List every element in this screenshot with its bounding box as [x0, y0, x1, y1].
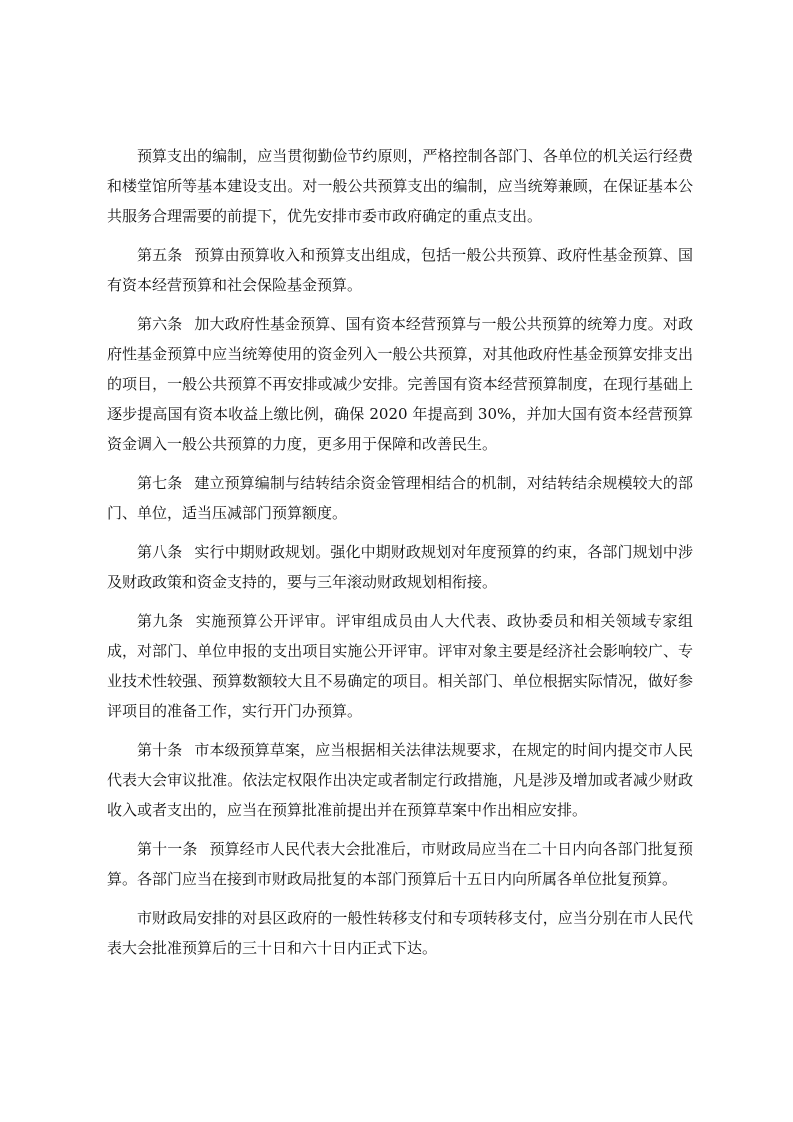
paragraph-article-8: [107, 537, 693, 597]
paragraph-text: 预算由预算收入和预算支出组成，包括一般公共预算、政府性基金预算、国有资本经营预算和社会保险基金预算。: [107, 246, 693, 294]
article-number: 第五条: [137, 246, 183, 264]
paragraph-text: 预算经市人民代表大会批准后，市财政局应当在二十日内向各部门批复预算。各部门应当在接到市财政局批复的本部门预算后十五日内向所属各单位批复预算。: [107, 840, 693, 888]
paragraph-article-7: [107, 468, 693, 528]
paragraph-article-9: [107, 606, 693, 726]
article-number: 第十条: [137, 741, 183, 759]
article-number: 第八条: [137, 543, 183, 561]
paragraph-text: 实施预算公开评审。评审组成员由人大代表、政协委员和相关领域专家组成，对部门、单位申报的支出项目实施公开评审。评审对象主要是经济社会影响较广、专业技术性较强、预算数额较大且不易确定的项目。相关部门、单位根据实际情况，做好参评项目的准备工作，实行开门办预算。: [107, 612, 693, 720]
article-number: 第十一条: [137, 840, 198, 858]
document-body: [107, 141, 693, 972]
paragraph-article-6: [107, 309, 693, 459]
paragraph-text: 预算支出的编制，应当贯彻勤俭节约原则，严格控制各部门、各单位的机关运行经费和楼堂馆所等基本建设支出。对一般公共预算支出的编制，应当统筹兼顾，在保证基本公共服务合理需要的前提下，优先安排市委市政府确定的重点支出。: [107, 147, 693, 225]
article-number: 第七条: [137, 474, 183, 492]
paragraph-text: 实行中期财政规划。强化中期财政规划对年度预算的约束，各部门规划中涉及财政政策和资金支持的，要与三年滚动财政规划相衔接。: [107, 543, 693, 591]
paragraph-article-5: [107, 240, 693, 300]
paragraph-text: 加大政府性基金预算、国有资本经营预算与一般公共预算的统筹力度。对政府性基金预算中应当统筹使用的资金列入一般公共预算，对其他政府性基金预算安排支出的项目，一般公共预算不再安排或减少安排。完善国有资本经营预算制度，在现行基础上逐步提高国有资本收益上缴比例，确保 2020 年提高到 30%，并加大国有资本经营预算资金调入一般公共预算的力度，更多用于保障和改善民生。: [107, 315, 693, 453]
paragraph-budget-expenditure: [107, 141, 693, 231]
paragraph-transfer-payment: [107, 903, 693, 963]
paragraph-text: 市财政局安排的对县区政府的一般性转移支付和专项转移支付，应当分别在市人民代表大会批准预算后的三十日和六十日内正式下达。: [107, 909, 693, 957]
paragraph-text: 市本级预算草案，应当根据相关法律法规要求，在规定的时间内提交市人民代表大会审议批准。依法定权限作出决定或者制定行政措施，凡是涉及增加或者减少财政收入或者支出的，应当在预算批准前提出并在预算草案中作出相应安排。: [107, 741, 693, 819]
paragraph-text: 建立预算编制与结转结余资金管理相结合的机制，对结转结余规模较大的部门、单位，适当压减部门预算额度。: [107, 474, 693, 522]
article-number: 第六条: [137, 315, 183, 333]
paragraph-article-11: [107, 834, 693, 894]
article-number: 第九条: [137, 612, 184, 630]
paragraph-article-10: [107, 735, 693, 825]
